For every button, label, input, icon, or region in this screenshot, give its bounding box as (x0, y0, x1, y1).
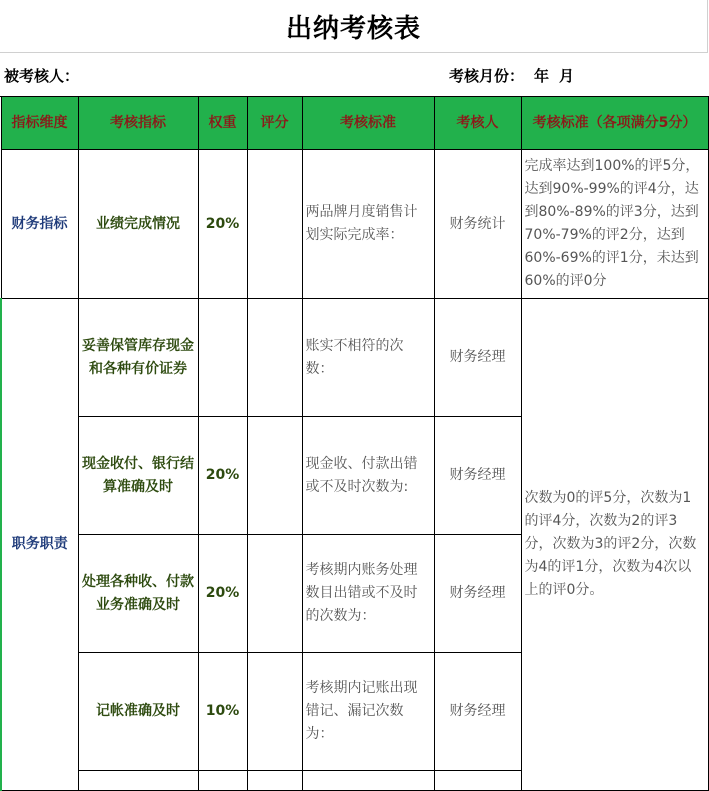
standard-cell: 考核期内账务处理数目出错或不及时的次数为： (302, 535, 434, 653)
assessor-cell: 财务经理 (434, 535, 521, 653)
year-unit: 年 (534, 67, 550, 85)
month-field (449, 65, 574, 86)
month-label: 考核月份： (449, 67, 525, 85)
score-cell[interactable] (247, 535, 302, 653)
assessor-cell: 财务经理 (434, 299, 521, 417)
header-criteria: 考核标准（各项满分5分） (521, 97, 708, 150)
assessor-cell: 财务统计 (434, 150, 521, 299)
header-weight: 权重 (198, 97, 247, 150)
standard-cell: 考核期内记账出现错记、漏记次数为： (302, 653, 434, 771)
weight-cell (198, 299, 247, 417)
info-row (0, 53, 707, 97)
header-indicator: 考核指标 (78, 97, 198, 150)
assessor-cell: 财务经理 (434, 417, 521, 535)
examinee-label: 被考核人： (4, 67, 80, 85)
header-row (1, 97, 708, 150)
standard-cell: 现金收、付款出错或不及时次数为: (302, 417, 434, 535)
header-standard: 考核标准 (302, 97, 434, 150)
indicator-cell: 记帐准确及时 (78, 653, 198, 771)
header-dimension: 指标维度 (1, 97, 78, 150)
criteria-cell: 完成率达到100%的评5分，达到90%-99%的评4分，达到80%-89%的评3分，达到70%-79%的评2分，达到60%-69%的评1分，未达到60%的评0分 (521, 150, 708, 299)
dimension-cell: 职务职责 (1, 299, 78, 791)
criteria-cell: 次数为0的评5分，次数为1的评4分，次数为2的评3分，次数为3的评2分，次数为4的评1分，次数为4次以上的评0分。 (521, 299, 708, 791)
weight-cell: 10% (198, 653, 247, 771)
indicator-cell: 妥善保管库存现金和各种有价证券 (78, 299, 198, 417)
weight-cell: 20% (198, 150, 247, 299)
dimension-cell: 财务指标 (1, 150, 78, 299)
table-row (1, 299, 708, 417)
score-cell[interactable] (247, 653, 302, 771)
indicator-cell: 业绩完成情况 (78, 150, 198, 299)
score-cell[interactable] (247, 417, 302, 535)
header-assessor: 考核人 (434, 97, 521, 150)
standard-cell: 两品牌月度销售计划实际完成率： (302, 150, 434, 299)
indicator-cell: 处理各种收、付款业务准确及时 (78, 535, 198, 653)
standard-cell: 账实不相符的次数： (302, 299, 434, 417)
title-row (0, 0, 708, 53)
weight-cell: 20% (198, 535, 247, 653)
page-title: 出纳考核表 (285, 13, 421, 44)
assessor-cell: 财务经理 (434, 653, 521, 771)
score-cell[interactable] (247, 299, 302, 417)
month-unit: 月 (559, 67, 575, 85)
header-score: 评分 (247, 97, 302, 150)
table-row (1, 150, 708, 299)
score-cell[interactable] (247, 150, 302, 299)
indicator-cell: 现金收付、银行结算准确及时 (78, 417, 198, 535)
assessment-table (0, 96, 709, 791)
weight-cell: 20% (198, 417, 247, 535)
